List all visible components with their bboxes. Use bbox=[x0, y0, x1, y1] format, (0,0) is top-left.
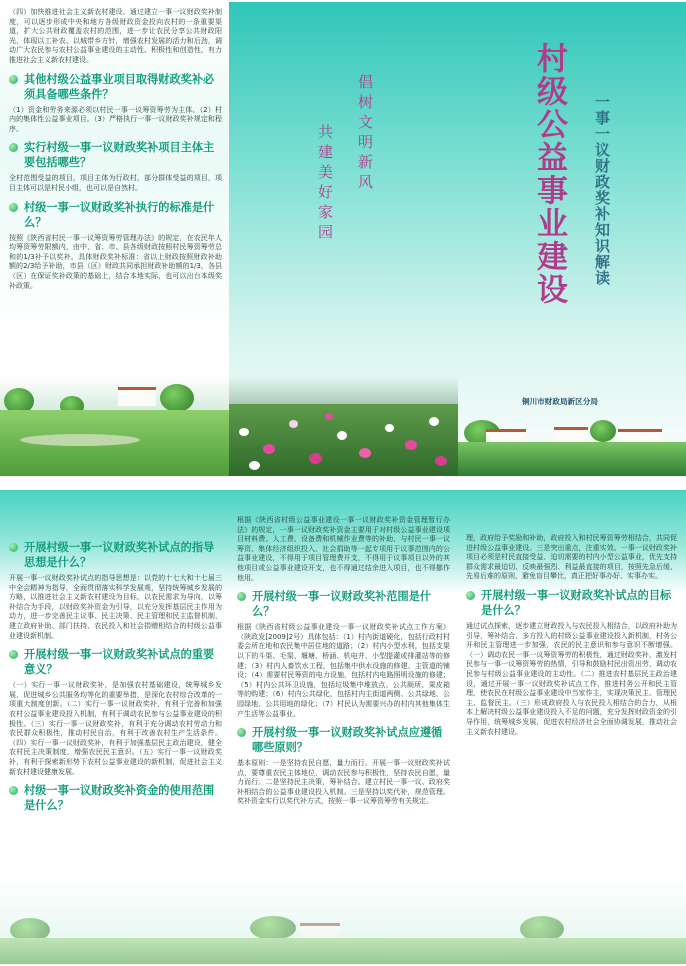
intro-paragraph: 理，政府给予奖励和补助，政府投入和村民筹资筹劳相结合，共同促进村级公益事业建设。三是突出重点，注重实效。一事一议财政奖补项目必须是村民直接受益、迫切需要的村内小型公益事业，优先支持群众需求最迫切、反映最强烈、利益最直接的项目，按照先急后缓、先易后难的原则，避免盲目攀比，真正把好事办好、实事办实。 bbox=[466, 534, 677, 581]
section-heading: 开展村级一事一议财政奖补试点的指导思想是什么？ bbox=[24, 540, 215, 569]
outside-middle-panel bbox=[229, 2, 458, 476]
section-conditions bbox=[9, 72, 222, 135]
section-heading: 开展村级一事一议财政奖补试点的目标是什么？ bbox=[481, 587, 672, 617]
section-heading: 村级一事一议财政奖补执行的标准是什么？ bbox=[24, 199, 215, 229]
section-subjects bbox=[9, 140, 222, 193]
section-fund-scope bbox=[9, 783, 222, 813]
bullet-icon bbox=[9, 543, 18, 552]
village-field-image bbox=[458, 414, 686, 476]
section-body: 全村范围受益的项目，项目主体为行政村，部分群体受益的项目，项目主体可以是村民小组，也可以是自然村。 bbox=[9, 174, 222, 192]
section-heading: 开展村级一事一议财政奖补试点的重要意义？ bbox=[24, 647, 215, 677]
section-goals bbox=[466, 588, 677, 737]
section-body: 基本原则：一是坚持农民自愿，量力而行。开展一事一议财政奖补试点，要尊重农民主体地位，调动农民参与积极性，坚持农民自愿，量力而行。二是坚持民主决策，筹补结合。建立村民一事一议、政府奖补相结合的公益事业建设投入机制。三是坚持以奖代补，规范管理。奖补资金实行以奖代补方式，按照一事一议筹资筹劳有关规定。 bbox=[237, 759, 450, 806]
section-body: 通过试点探索，逐步建立财政投入与农民投入相结合，以政府补助为引导，筹补结合、多方投入的村级公益事业建设投入新机制，村务公开和民主管理进一步加强，农民的民主意识和参与意识不断增强。（一）调动农民一事一议筹资筹劳的积极性，通过财政奖补，激发村民参与一事一议筹资筹劳的热情，引导和鼓励村民出资出劳，调动农民参与村级公益事业建设的主动性。（二）推进农村基层民主政治建设，通过开展一事一议财政奖补试点工作，推进村务公开和民主管理，使农民在村级公益事业建设中当家作主，实现决策民主、管理民主、监督民主。（三）形成政府投入与农民投入相结合的合力，从根本上解决村级公益事业建设投入不足的问题，充分发挥财政资金的引导作用，统筹城乡发展，促进农村经济社会全面协调发展，推动社会主义新农村建设。 bbox=[466, 621, 677, 736]
section-body: （一）实行一事一议财政奖补，是加强农村基础建设，统筹城乡发展，促进城乡公共服务均等化的重要举措，是深化农村综合改革的一项重大制度创新。（二）实行一事一议财政奖补，有利于完善和加强农村公益事业建设投入机制，有利于调动农民参与公益事业建设的积极性。（三）实行一事一议财政奖补，有利于充分调动农村劳动力和农民群众积极性，推动村民自治，有利于改善农村生产生活条件。（四）实行一事一议财政奖补，有利于加强基层民主政治建设，健全农村民主决策制度，增强农民民主意识。（五）实行一事一议财政奖补，有利于探索新形势下农村公益事业建设的新机制，促进社会主义新农村建设健康发展。 bbox=[9, 681, 222, 776]
section-heading: 开展村级一事一议财政奖补试点应遵循哪些原则？ bbox=[252, 725, 443, 755]
section-heading: 村级一事一议财政奖补资金的使用范围是什么？ bbox=[24, 783, 215, 813]
section-body: （1）资金和劳务来源必须以村民一事一议筹资筹劳为主体。（2）村内的集体性公益事业项目。（3）严格执行一事一议财政奖补规定和程序。 bbox=[9, 105, 222, 133]
bullet-icon bbox=[9, 75, 18, 84]
section-scope bbox=[237, 589, 450, 719]
village-scenery-image bbox=[0, 366, 229, 476]
intro-paragraph: （四）加快推进社会主义新农村建设。通过建立一事一议财政奖补制度，可以逐步形成中央和地方各级财政资金投向农村的一条重要渠道，扩大公共财政覆盖农村的范围，进一步让农民分享公共财政阳光，体现以工补农、以城带乡方针，增强农村发展的活力和后劲，调动广大农民参与农村公益事业建设的主动性、积极性和创造性，有力推进社会主义新农村建设。 bbox=[9, 8, 222, 64]
section-significance bbox=[9, 647, 222, 777]
cover-subtitle: 一事一议财政奖补知识解读 bbox=[593, 94, 611, 286]
inside-middle-panel bbox=[229, 490, 458, 964]
bullet-icon bbox=[9, 786, 18, 795]
section-standards bbox=[9, 200, 222, 292]
section-guiding-idea bbox=[9, 540, 222, 641]
cover-title: 村级公益事业建设 bbox=[531, 42, 567, 306]
bullet-icon bbox=[237, 592, 246, 601]
brochure-inside-sheet bbox=[0, 490, 686, 964]
landscape-strip-image bbox=[0, 912, 686, 964]
section-heading: 开展村级一事一议财政奖补范围是什么？ bbox=[252, 589, 432, 619]
cover-panel bbox=[458, 2, 686, 476]
section-heading: 其他村级公益事业项目取得财政奖补必须具备哪些条件？ bbox=[24, 71, 215, 101]
section-body: 根据《陕西省村级公益事业建设一事一议财政奖补试点工作方案》（陕政发[2009]2号）具体包括：（1）村内街道硬化，包括行政村村委会所在地和农民集中居住地的道路；（2）村内小型水利，包括支渠以下的斗渠、毛渠、堰塘、桥涵、机电井、小型提灌或排灌站等的修建；（3）村内人畜饮水工程，包括集中供水设施的修建、主管道的铺设；（4）需要村民筹资的电力设施，包括村内电路照明设施的修建；（5）村内公共环卫设施，包括垃圾集中堆放点、公共厕所、果皮箱等的购建；（6）村内公共绿化，包括村内主街道两侧、公共绿地、公园绿地、公共用地的绿化；（7）村民认为需要兴办的村内其他集体生产生活等公益事业。 bbox=[237, 623, 450, 718]
bullet-icon bbox=[9, 143, 18, 152]
slogan-right: 倡树文明新风 bbox=[356, 74, 374, 194]
section-heading: 实行村级一事一议财政奖补项目主体主要包括哪些？ bbox=[24, 140, 215, 170]
section-body: 开展一事一议财政奖补试点的指导思想是：以党的十七大和十七届三中全会精神为指导，全面贯彻落实科学发展观，坚持统筹城乡发展的方略，以推进社会主义新农村建设为目标，以农民需求为导向，以筹补结合为手段，以财政奖补资金为引导，以充分发挥基层民主作用为动力，进一步完善民主议事、民主决策、民主管理和民主监督机制，建立政府补助、部门扶持、农民投入和社会捐赠相结合的村级公益事业建设新机制。 bbox=[9, 574, 222, 640]
section-principles bbox=[237, 725, 450, 807]
slogan-left: 共建美好家园 bbox=[316, 124, 334, 244]
peony-garden-image bbox=[229, 366, 458, 476]
bullet-icon bbox=[9, 203, 18, 212]
bullet-icon bbox=[466, 591, 475, 600]
brochure-outside-sheet bbox=[0, 2, 686, 476]
inside-left-panel bbox=[0, 490, 229, 964]
section-body: 按照《陕西省村民一事一议筹资筹劳管理办法》的规定，在农民年人均筹资筹劳限额内，由中、省、市、县各级财政按照村民筹资筹劳总和的1/3补予以奖补。具体财政奖补标准：省以上财政按照财政补助额的2/3给予补助，市县（区）财政共同承担财政补助额的1/3，各县（区）在保证奖补政策的基础上，结合本地实际，也可以出台本级奖补政策。 bbox=[9, 233, 222, 290]
bullet-icon bbox=[237, 728, 246, 737]
inside-right-panel bbox=[458, 490, 686, 964]
bullet-icon bbox=[9, 650, 18, 659]
outside-left-panel bbox=[0, 2, 229, 476]
intro-paragraph: 根据《陕西省村级公益事业建设一事一议财政奖补资金管理暂行办法》的规定，一事一议财政奖补资金主要用于对村级公益事业建设项目材料费、人工费、设备费和机械作业费等的补助，与村民一事一议筹资、集体经济组织投入、社会捐助等一起专项用于议事范围内的公益事业建设，不得用于项目管理费开支，不得用于议事项目以外的其他项目或公益事业建设开支，也不得通过结余进入项目，也不得挪作他用。 bbox=[237, 516, 450, 582]
publisher-label: 铜川市财政局新区分局 bbox=[522, 397, 598, 406]
